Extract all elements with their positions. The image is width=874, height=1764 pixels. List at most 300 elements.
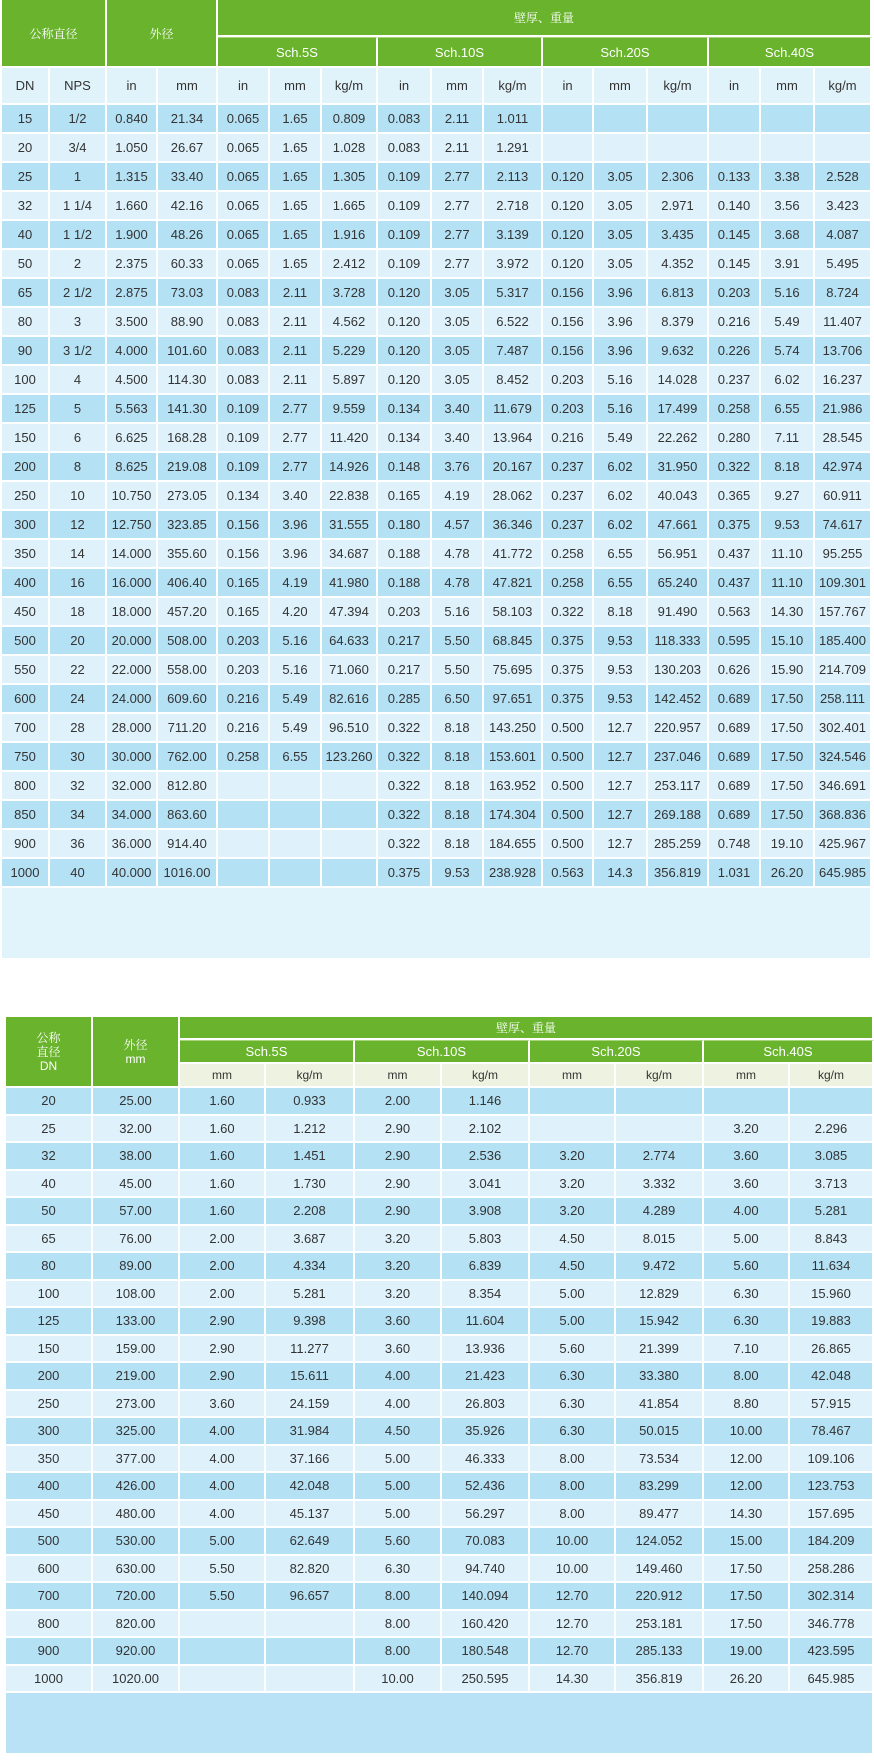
table-cell: 36.000 (107, 830, 158, 859)
table-cell: 0.375 (543, 656, 594, 685)
table-cell: 0.156 (218, 540, 270, 569)
table-cell (709, 134, 761, 163)
table-cell: 3.96 (270, 540, 322, 569)
table-cell: 8.843 (790, 1226, 874, 1254)
header-unit: mm (432, 68, 484, 105)
table-cell: 19.883 (790, 1308, 874, 1336)
table-cell: 2.77 (432, 250, 484, 279)
table-cell: 133.00 (93, 1308, 180, 1336)
table-cell: 8.18 (432, 772, 484, 801)
table-cell: 0.322 (378, 714, 432, 743)
table-cell: 0.689 (709, 685, 761, 714)
table-cell: 2.528 (815, 163, 872, 192)
table-cell: 406.40 (158, 569, 218, 598)
table-cell: 56.297 (442, 1501, 530, 1529)
table-cell: 40 (6, 1171, 93, 1199)
table-cell: 8.00 (530, 1501, 616, 1529)
table-cell: 10.00 (530, 1556, 616, 1584)
header-unit: kg/m (648, 68, 709, 105)
header-unit: mm (355, 1064, 442, 1088)
table-cell: 0.203 (218, 656, 270, 685)
table-cell: 82.820 (266, 1556, 355, 1584)
table-cell: 0.375 (543, 685, 594, 714)
table-cell: 1000 (2, 859, 50, 888)
table-cell: 5.16 (594, 395, 648, 424)
table-cell: 350 (2, 540, 50, 569)
table-cell: 0.933 (266, 1088, 355, 1116)
table-cell: 0.188 (378, 569, 432, 598)
table-cell: 2.875 (107, 279, 158, 308)
table-cell: 17.50 (761, 685, 815, 714)
table-cell: 4 (50, 366, 107, 395)
table-cell: 0.216 (218, 714, 270, 743)
table-cell: 2.90 (355, 1171, 442, 1199)
table-cell: 7.11 (761, 424, 815, 453)
table-cell: 0.500 (543, 772, 594, 801)
table-cell: 31.984 (266, 1418, 355, 1446)
table-cell: 5.00 (530, 1281, 616, 1309)
table-cell: 5.50 (180, 1556, 266, 1584)
table-cell (543, 105, 594, 134)
header-outer-diameter-line: mm (125, 1051, 146, 1066)
table-cell: 3.20 (355, 1281, 442, 1309)
table-cell: 4.352 (648, 250, 709, 279)
table-cell: 3.687 (266, 1226, 355, 1254)
table-cell: 6.55 (761, 395, 815, 424)
table-cell: 40 (50, 859, 107, 888)
table-cell: 238.928 (484, 859, 543, 888)
table-cell: 0.595 (709, 627, 761, 656)
table-cell: 168.28 (158, 424, 218, 453)
table-cell: 4.00 (180, 1501, 266, 1529)
table-cell: 0.065 (218, 221, 270, 250)
table-cell: 219.00 (93, 1363, 180, 1391)
table-cell: 1.900 (107, 221, 158, 250)
table-cell: 1016.00 (158, 859, 218, 888)
table-cell: 368.836 (815, 801, 872, 830)
table-cell: 73.534 (616, 1446, 704, 1474)
table-cell: 425.967 (815, 830, 872, 859)
table-cell: 1.305 (322, 163, 378, 192)
table-cell: 32.00 (93, 1116, 180, 1144)
header-unit: kg/m (815, 68, 872, 105)
table-cell: 42.16 (158, 192, 218, 221)
table-cell: 0.258 (218, 743, 270, 772)
table-cell: 33.40 (158, 163, 218, 192)
table-cell: 0.120 (378, 279, 432, 308)
table-cell: 4.562 (322, 308, 378, 337)
table-cell: 5.74 (761, 337, 815, 366)
table-cell: 68.845 (484, 627, 543, 656)
table-cell: 0.156 (218, 511, 270, 540)
table-cell: 0.083 (218, 366, 270, 395)
table-cell: 12.7 (594, 743, 648, 772)
table-cell: 8.18 (761, 453, 815, 482)
table-cell: 0.120 (543, 250, 594, 279)
table-cell: 12.750 (107, 511, 158, 540)
table-cell: 17.50 (704, 1583, 790, 1611)
table-cell: 15.00 (704, 1528, 790, 1556)
table-cell: 0.165 (218, 598, 270, 627)
table-cell: 12.00 (704, 1473, 790, 1501)
table-cell: 6.02 (594, 453, 648, 482)
table-cell: 17.50 (761, 743, 815, 772)
table-cell: 70.083 (442, 1528, 530, 1556)
table-cell (815, 134, 872, 163)
table-cell: 4.50 (355, 1418, 442, 1446)
table-cell: 89.477 (616, 1501, 704, 1529)
table-cell: 95.255 (815, 540, 872, 569)
table-cell: 0.065 (218, 192, 270, 221)
table-cell: 159.00 (93, 1336, 180, 1364)
table-cell: 8.18 (432, 743, 484, 772)
table-cell: 17.50 (761, 714, 815, 743)
table-cell: 0.134 (378, 395, 432, 424)
table-cell (266, 1611, 355, 1639)
table-cell: 6.30 (704, 1281, 790, 1309)
table-cell: 2.11 (270, 337, 322, 366)
table-cell: 8.00 (530, 1446, 616, 1474)
table-cell: 2.77 (270, 453, 322, 482)
table-cell: 762.00 (158, 743, 218, 772)
table-cell: 7.10 (704, 1336, 790, 1364)
table-footer-band (6, 1693, 874, 1753)
table-cell (180, 1666, 266, 1694)
header-unit: mm (530, 1064, 616, 1088)
table-cell: 8.452 (484, 366, 543, 395)
table-cell: 2.90 (180, 1336, 266, 1364)
table-cell: 0.689 (709, 801, 761, 830)
table-cell: 3.041 (442, 1171, 530, 1199)
table-cell (180, 1611, 266, 1639)
table-cell: 0.109 (218, 395, 270, 424)
table-cell: 0.109 (378, 221, 432, 250)
table-cell (180, 1638, 266, 1666)
table-cell: 11.634 (790, 1253, 874, 1281)
table-cell: 1.451 (266, 1143, 355, 1171)
table-cell: 5.50 (180, 1583, 266, 1611)
table-cell: 0.083 (218, 279, 270, 308)
table-cell: 14.3 (594, 859, 648, 888)
table-cell: 0.285 (378, 685, 432, 714)
header-unit: kg/m (616, 1064, 704, 1088)
table-cell: 10.00 (704, 1418, 790, 1446)
table-cell: 250 (6, 1391, 93, 1419)
table-cell: 0.203 (543, 395, 594, 424)
table-cell: 124.052 (616, 1528, 704, 1556)
table-cell: 11.10 (761, 540, 815, 569)
table-cell: 355.60 (158, 540, 218, 569)
table-cell: 30.000 (107, 743, 158, 772)
table-cell: 0.375 (378, 859, 432, 888)
table-cell: 26.67 (158, 134, 218, 163)
table-cell: 80 (2, 308, 50, 337)
table-cell: 3.96 (594, 308, 648, 337)
table-cell: 0.065 (218, 105, 270, 134)
table-cell: 9.53 (594, 627, 648, 656)
table-cell: 184.209 (790, 1528, 874, 1556)
table-cell: 125 (2, 395, 50, 424)
table-cell: 14.926 (322, 453, 378, 482)
header-outer-diameter (93, 1017, 180, 1088)
table-cell: 214.709 (815, 656, 872, 685)
table-cell: 0.809 (322, 105, 378, 134)
table-cell: 34.687 (322, 540, 378, 569)
table-cell: 50 (6, 1198, 93, 1226)
table-cell: 863.60 (158, 801, 218, 830)
table-cell: 5.317 (484, 279, 543, 308)
table-cell: 3.05 (594, 192, 648, 221)
table-cell: 80 (6, 1253, 93, 1281)
table-cell: 4.00 (704, 1198, 790, 1226)
table-cell: 6.02 (761, 366, 815, 395)
header-unit: kg/m (484, 68, 543, 105)
table-cell: 2.90 (180, 1363, 266, 1391)
table-cell: 12.70 (530, 1583, 616, 1611)
table-cell: 2.11 (432, 105, 484, 134)
table-cell: 3.96 (270, 511, 322, 540)
header-unit: mm (761, 68, 815, 105)
table-cell: 5.00 (355, 1473, 442, 1501)
table-cell: 15.10 (761, 627, 815, 656)
table-cell: 2.774 (616, 1143, 704, 1171)
table-cell: 423.595 (790, 1638, 874, 1666)
table-cell: 50 (2, 250, 50, 279)
table-cell: 14.30 (761, 598, 815, 627)
table-cell: 0.375 (543, 627, 594, 656)
table-cell: 5.16 (270, 627, 322, 656)
table-cell: 1.65 (270, 134, 322, 163)
table-cell: 4.00 (180, 1473, 266, 1501)
table-cell: 1 1/4 (50, 192, 107, 221)
table-cell: 0.203 (709, 279, 761, 308)
table-cell: 377.00 (93, 1446, 180, 1474)
table-cell: 9.398 (266, 1308, 355, 1336)
header-schedule: Sch.40S (709, 37, 872, 68)
header-unit: mm (158, 68, 218, 105)
table-cell: 26.803 (442, 1391, 530, 1419)
table-cell: 900 (6, 1638, 93, 1666)
table-cell: 32 (2, 192, 50, 221)
table-cell: 400 (6, 1473, 93, 1501)
header-schedule: Sch.10S (355, 1040, 530, 1064)
table-cell: 16 (50, 569, 107, 598)
table-cell: 0.134 (378, 424, 432, 453)
table-cell: 34.000 (107, 801, 158, 830)
table-cell: 0.109 (378, 163, 432, 192)
header-nominal-diameter-line: 直径 (36, 1044, 61, 1059)
table-cell: 750 (2, 743, 50, 772)
table-cell: 40 (2, 221, 50, 250)
table-cell: 60.33 (158, 250, 218, 279)
table-cell: 1.665 (322, 192, 378, 221)
table-cell: 4.20 (270, 598, 322, 627)
table-cell: 45.137 (266, 1501, 355, 1529)
table-cell: 4.500 (107, 366, 158, 395)
table-cell: 109.106 (790, 1446, 874, 1474)
table-cell: 3.40 (432, 395, 484, 424)
table-cell: 920.00 (93, 1638, 180, 1666)
table-cell: 3.05 (432, 337, 484, 366)
table-cell: 2.11 (270, 279, 322, 308)
table-cell: 73.03 (158, 279, 218, 308)
table-cell: 153.601 (484, 743, 543, 772)
table-cell: 101.60 (158, 337, 218, 366)
table-cell: 300 (2, 511, 50, 540)
table-cell: 74.617 (815, 511, 872, 540)
table-cell: 2.90 (355, 1198, 442, 1226)
table-cell: 94.740 (442, 1556, 530, 1584)
header-wall-weight: 壁厚、重量 (218, 0, 872, 37)
table-cell: 143.250 (484, 714, 543, 743)
table-cell: 2 (50, 250, 107, 279)
table-cell: 1.315 (107, 163, 158, 192)
table-cell: 5.60 (355, 1528, 442, 1556)
header-unit: kg/m (266, 1064, 355, 1088)
table-cell: 4.289 (616, 1198, 704, 1226)
table-cell: 0.258 (709, 395, 761, 424)
table-cell: 5.60 (530, 1336, 616, 1364)
table-cell: 0.375 (709, 511, 761, 540)
table-cell: 900 (2, 830, 50, 859)
table-cell: 163.952 (484, 772, 543, 801)
table-cell: 5.803 (442, 1226, 530, 1254)
table-cell: 2.11 (432, 134, 484, 163)
header-wall-weight: 壁厚、重量 (180, 1017, 874, 1040)
table-cell: 41.854 (616, 1391, 704, 1419)
table-cell: 1.011 (484, 105, 543, 134)
table-cell: 5.00 (704, 1226, 790, 1254)
table-cell (218, 772, 270, 801)
table-cell: 32.000 (107, 772, 158, 801)
table-cell: 42.048 (266, 1473, 355, 1501)
table-cell: 4.00 (355, 1363, 442, 1391)
table-cell: 100 (2, 366, 50, 395)
table-cell: 12.00 (704, 1446, 790, 1474)
table-cell: 50.015 (616, 1418, 704, 1446)
table-cell (270, 859, 322, 888)
table-cell: 83.299 (616, 1473, 704, 1501)
table-cell: 4.087 (815, 221, 872, 250)
table-cell: 0.109 (218, 424, 270, 453)
table-cell: 0.217 (378, 627, 432, 656)
table-cell: 0.203 (378, 598, 432, 627)
table-cell: 12.7 (594, 714, 648, 743)
table-cell: 3.05 (432, 279, 484, 308)
table-cell: 1.031 (709, 859, 761, 888)
table-cell: 2.296 (790, 1116, 874, 1144)
table-cell: 12.7 (594, 801, 648, 830)
table-cell: 91.490 (648, 598, 709, 627)
table-cell: 1.60 (180, 1143, 266, 1171)
table-cell: 22.262 (648, 424, 709, 453)
table-cell (322, 830, 378, 859)
table-cell: 5.50 (432, 656, 484, 685)
table-cell (594, 134, 648, 163)
table-cell: 18 (50, 598, 107, 627)
table-cell: 2.102 (442, 1116, 530, 1144)
table-cell: 6.50 (432, 685, 484, 714)
table-cell: 37.166 (266, 1446, 355, 1474)
table-cell: 324.546 (815, 743, 872, 772)
table-cell: 0.216 (218, 685, 270, 714)
table-cell: 52.436 (442, 1473, 530, 1501)
table-cell: 812.80 (158, 772, 218, 801)
table-cell: 58.103 (484, 598, 543, 627)
table-cell: 3.972 (484, 250, 543, 279)
table-cell: 5 (50, 395, 107, 424)
table-cell: 1.291 (484, 134, 543, 163)
table-cell: 0.083 (218, 308, 270, 337)
table-cell: 109.301 (815, 569, 872, 598)
table-cell: 8.80 (704, 1391, 790, 1419)
table-cell: 12.7 (594, 830, 648, 859)
table-cell: 0.145 (709, 221, 761, 250)
table-cell: 5.00 (355, 1501, 442, 1529)
table-cell: 600 (2, 685, 50, 714)
table-cell: 18.000 (107, 598, 158, 627)
header-unit: DN (2, 68, 50, 105)
header-nominal-diameter-line: 公称 (36, 1030, 61, 1045)
table-cell: 609.60 (158, 685, 218, 714)
table-cell (616, 1088, 704, 1116)
table-cell: 41.772 (484, 540, 543, 569)
table-cell: 14 (50, 540, 107, 569)
table-cell: 219.08 (158, 453, 218, 482)
header-unit: mm (270, 68, 322, 105)
table-cell: 3.05 (432, 308, 484, 337)
table-cell: 5.495 (815, 250, 872, 279)
table-cell: 0.165 (218, 569, 270, 598)
table-cell: 645.985 (790, 1666, 874, 1694)
table-cell: 25 (2, 163, 50, 192)
table-cell: 253.117 (648, 772, 709, 801)
table-cell: 0.165 (378, 482, 432, 511)
table-cell: 123.753 (790, 1473, 874, 1501)
table-cell: 28.000 (107, 714, 158, 743)
table-cell: 0.188 (378, 540, 432, 569)
table-cell: 1.660 (107, 192, 158, 221)
table-cell: 3.423 (815, 192, 872, 221)
table-cell: 48.26 (158, 221, 218, 250)
table-cell: 47.661 (648, 511, 709, 540)
header-unit: mm (180, 1064, 266, 1088)
table-cell: 6.30 (530, 1418, 616, 1446)
table-cell: 45.00 (93, 1171, 180, 1199)
header-nominal-diameter (6, 1017, 93, 1088)
table-cell: 16.000 (107, 569, 158, 598)
table-cell: 130.203 (648, 656, 709, 685)
table-cell: 0.500 (543, 830, 594, 859)
table-cell: 700 (2, 714, 50, 743)
table-cell: 2.77 (432, 221, 484, 250)
table-cell: 64.633 (322, 627, 378, 656)
table-cell: 60.911 (815, 482, 872, 511)
table-cell: 5.16 (432, 598, 484, 627)
table-cell: 850 (2, 801, 50, 830)
table-cell: 8.379 (648, 308, 709, 337)
table-cell: 3.56 (761, 192, 815, 221)
table-cell: 17.499 (648, 395, 709, 424)
table-cell: 0.322 (378, 772, 432, 801)
table-cell: 2.00 (180, 1226, 266, 1254)
table-cell: 356.819 (648, 859, 709, 888)
table-cell: 2.306 (648, 163, 709, 192)
table-cell: 20 (2, 134, 50, 163)
table-cell: 5.16 (761, 279, 815, 308)
table-cell: 0.203 (543, 366, 594, 395)
table-cell: 0.083 (378, 134, 432, 163)
